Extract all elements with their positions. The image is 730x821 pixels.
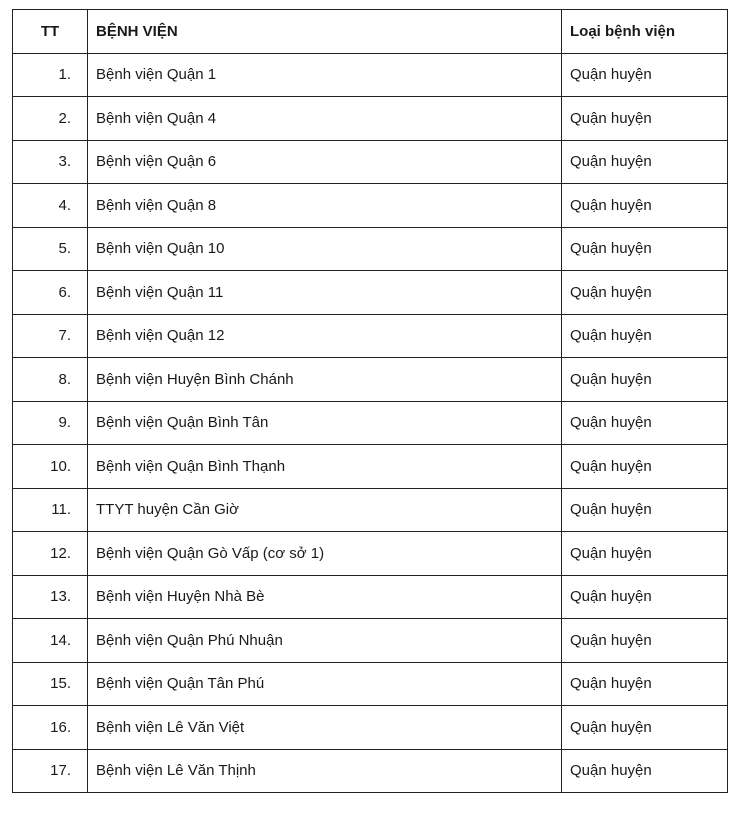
row-number: 13. <box>13 575 88 619</box>
table-row <box>13 358 728 402</box>
hospital-name: Bệnh viện Quận 10 <box>88 227 562 271</box>
row-number: 17. <box>13 749 88 793</box>
table-row <box>13 401 728 445</box>
hospital-name: Bệnh viện Quận 4 <box>88 97 562 141</box>
hospital-type: Quận huyện <box>562 445 728 489</box>
table-row <box>13 97 728 141</box>
hospital-name: Bệnh viện Quận 6 <box>88 140 562 184</box>
row-number: 15. <box>13 662 88 706</box>
row-number: 16. <box>13 706 88 750</box>
hospital-name: Bệnh viện Lê Văn Việt <box>88 706 562 750</box>
hospital-type: Quận huyện <box>562 575 728 619</box>
hospital-type: Quận huyện <box>562 227 728 271</box>
hospital-name: Bệnh viện Huyện Bình Chánh <box>88 358 562 402</box>
hospital-name: Bệnh viện Quận Phú Nhuận <box>88 619 562 663</box>
hospital-type: Quận huyện <box>562 53 728 97</box>
hospital-type: Quận huyện <box>562 662 728 706</box>
table-row <box>13 706 728 750</box>
hospital-type: Quận huyện <box>562 401 728 445</box>
hospital-type: Quận huyện <box>562 140 728 184</box>
hospital-type: Quận huyện <box>562 184 728 228</box>
table-row <box>13 227 728 271</box>
hospital-name: TTYT huyện Cần Giờ <box>88 488 562 532</box>
hospital-type: Quận huyện <box>562 271 728 315</box>
table-row <box>13 749 728 793</box>
table-row <box>13 445 728 489</box>
row-number: 1. <box>13 53 88 97</box>
table-row <box>13 619 728 663</box>
row-number: 5. <box>13 227 88 271</box>
hospital-type: Quận huyện <box>562 314 728 358</box>
header-tt: TT <box>13 10 88 54</box>
hospital-name: Bệnh viện Quận Bình Tân <box>88 401 562 445</box>
hospital-name: Bệnh viện Huyện Nhà Bè <box>88 575 562 619</box>
row-number: 14. <box>13 619 88 663</box>
header-hospital: BỆNH VIỆN <box>88 10 562 54</box>
header-hospital-type: Loại bệnh viện <box>562 10 728 54</box>
table-row <box>13 271 728 315</box>
row-number: 2. <box>13 97 88 141</box>
row-number: 12. <box>13 532 88 576</box>
table-row <box>13 53 728 97</box>
row-number: 4. <box>13 184 88 228</box>
hospital-table <box>12 9 728 793</box>
table-header <box>13 10 728 54</box>
hospital-type: Quận huyện <box>562 749 728 793</box>
hospital-name: Bệnh viện Lê Văn Thịnh <box>88 749 562 793</box>
hospital-name: Bệnh viện Quận 12 <box>88 314 562 358</box>
row-number: 10. <box>13 445 88 489</box>
row-number: 11. <box>13 488 88 532</box>
hospital-type: Quận huyện <box>562 532 728 576</box>
row-number: 3. <box>13 140 88 184</box>
hospital-name: Bệnh viện Quận Tân Phú <box>88 662 562 706</box>
hospital-name: Bệnh viện Quận Gò Vấp (cơ sở 1) <box>88 532 562 576</box>
hospital-type: Quận huyện <box>562 488 728 532</box>
hospital-name: Bệnh viện Quận 11 <box>88 271 562 315</box>
table-row <box>13 314 728 358</box>
table-row <box>13 532 728 576</box>
header-row <box>13 10 728 54</box>
row-number: 7. <box>13 314 88 358</box>
hospital-type: Quận huyện <box>562 358 728 402</box>
table-row <box>13 140 728 184</box>
hospital-type: Quận huyện <box>562 619 728 663</box>
row-number: 8. <box>13 358 88 402</box>
hospital-name: Bệnh viện Quận Bình Thạnh <box>88 445 562 489</box>
table-row <box>13 575 728 619</box>
hospital-name: Bệnh viện Quận 8 <box>88 184 562 228</box>
hospital-name: Bệnh viện Quận 1 <box>88 53 562 97</box>
table-row <box>13 184 728 228</box>
table-row <box>13 488 728 532</box>
hospital-table-container <box>12 9 728 793</box>
table-row <box>13 662 728 706</box>
row-number: 6. <box>13 271 88 315</box>
row-number: 9. <box>13 401 88 445</box>
hospital-type: Quận huyện <box>562 706 728 750</box>
table-body <box>13 53 728 793</box>
hospital-type: Quận huyện <box>562 97 728 141</box>
